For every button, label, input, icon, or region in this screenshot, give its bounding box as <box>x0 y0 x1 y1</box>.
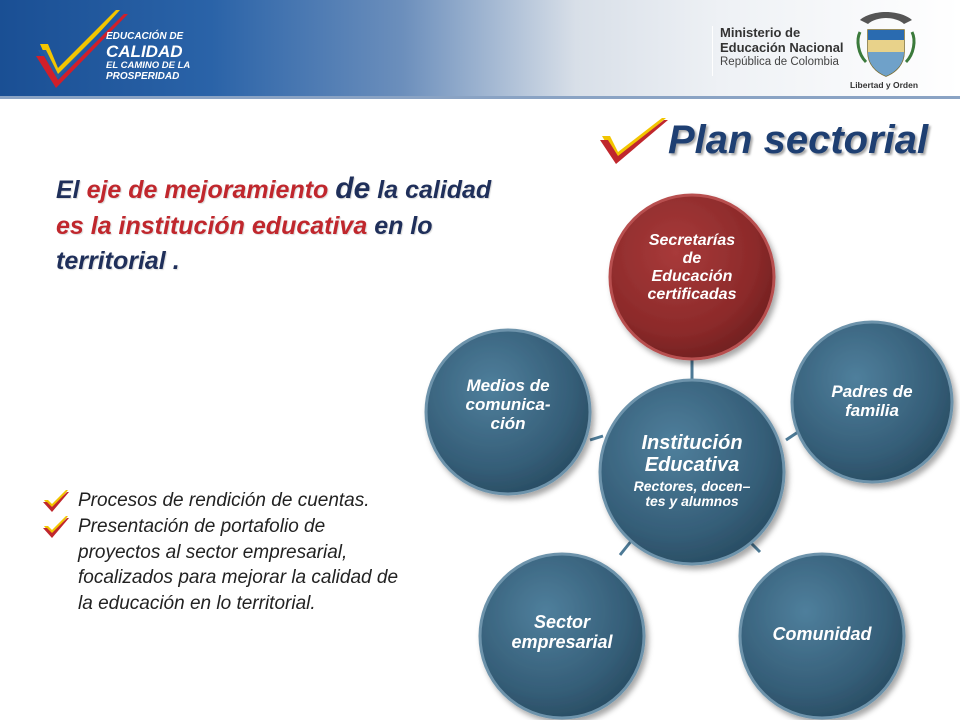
bullet-text-2: Presentación de portafolio de proyectos al sector empresarial, focalizados para mejorar la calidad de la educación en lo territorial. <box>78 515 399 615</box>
comunidad-line-1: Comunidad <box>772 624 872 644</box>
connector-right <box>786 432 798 440</box>
logo-line-3: EL CAMINO DE LA <box>106 60 191 71</box>
medios-line-2: comunica- <box>465 395 551 415</box>
institucion-line-2: Educativa <box>644 454 740 477</box>
padres-line-2: familia <box>845 401 899 421</box>
padres-line-1: Padres de <box>831 382 913 401</box>
node-secretarias-label <box>612 232 772 304</box>
lead-word-3: de <box>335 172 371 205</box>
ministry-line-1: Ministerio de <box>720 25 801 40</box>
institucion-line-3: Rectores, docen– <box>633 477 751 494</box>
secretarias-line-4: certificadas <box>647 285 737 303</box>
crest-caption: Libertad y Orden <box>850 80 919 90</box>
bullet-text-1: Procesos de rendición de cuentas. <box>78 490 370 511</box>
lead-word-1: El <box>56 176 80 204</box>
institucion-line-4: tes y alumnos <box>645 493 739 510</box>
node-institucion-label <box>602 432 782 510</box>
logo-line-1: EDUCACIÓN DE <box>106 31 184 42</box>
sector-line-1: Sector <box>533 612 591 632</box>
connector-bottom-left <box>620 540 632 555</box>
page-title: Plan sectorial <box>668 118 929 162</box>
secretarias-line-2: de <box>682 249 702 267</box>
ministry-line-2: Educación Nacional <box>720 39 844 55</box>
node-comunidad-label <box>742 624 902 644</box>
logo-line-2: CALIDAD <box>106 42 183 61</box>
lead-word-7: educativa <box>251 212 368 241</box>
lead-word-2: eje de mejoramiento <box>86 176 329 204</box>
lead-word-8: en lo territorial . <box>56 212 433 275</box>
sector-line-2: empresarial <box>511 632 613 653</box>
institucion-line-1: Institución <box>641 432 743 454</box>
secretarias-line-1: Secretarías <box>648 232 736 249</box>
medios-line-1: Medios de <box>466 376 550 395</box>
logo-line-4: PROSPERIDAD <box>106 70 180 82</box>
lead-word-4: la <box>377 176 399 204</box>
node-padres-label <box>792 382 952 420</box>
medios-line-3: ción <box>490 414 526 434</box>
lead-word-6: es la institución <box>56 212 245 241</box>
ministry-line-3: República de Colombia <box>720 55 839 68</box>
secretarias-line-3: Educación <box>651 267 733 285</box>
lead-word-5: calidad <box>405 176 492 204</box>
node-sector-label <box>482 612 642 652</box>
node-medios-label <box>428 376 588 433</box>
